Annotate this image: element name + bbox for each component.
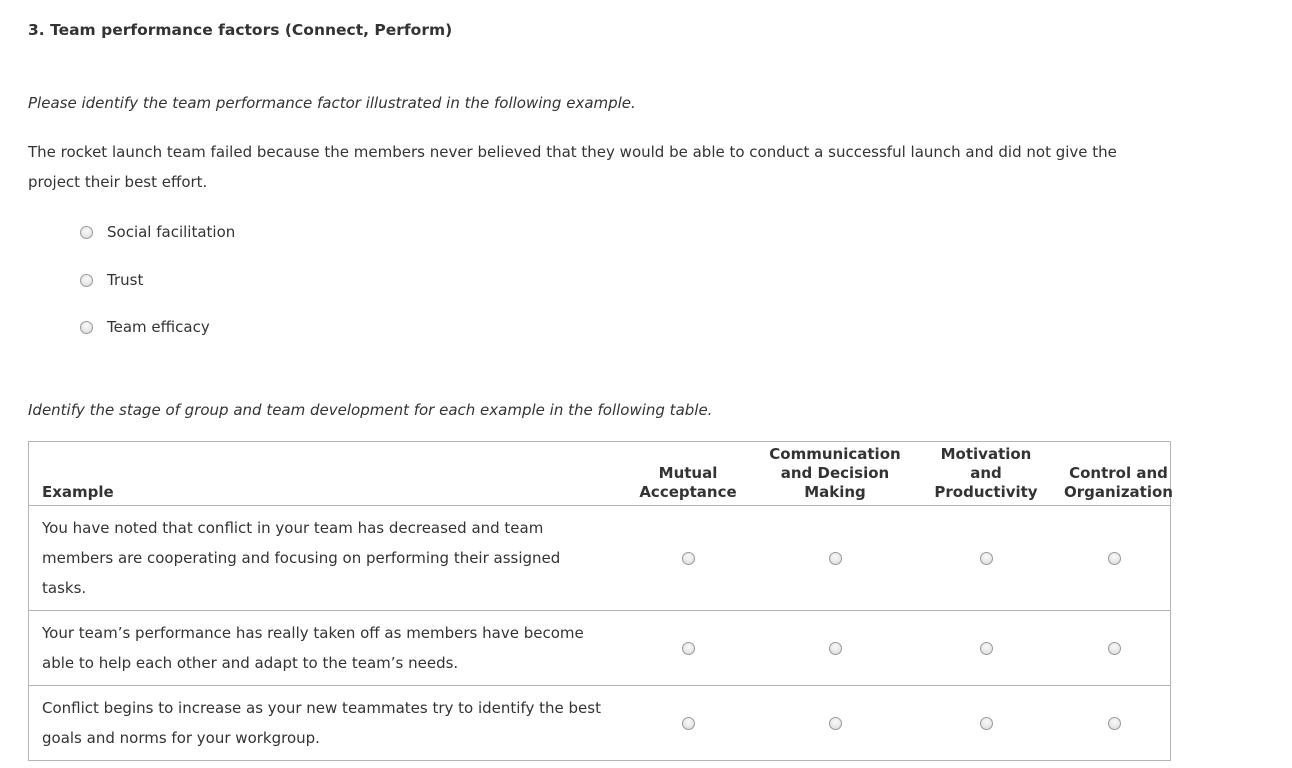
choice-team-efficacy[interactable] (80, 315, 235, 339)
radio-button[interactable] (80, 274, 93, 287)
choice-social-facilitation[interactable] (80, 220, 235, 244)
column-header-motivation (913, 442, 1060, 506)
radio-button[interactable] (980, 642, 993, 655)
option-cell (1060, 686, 1171, 761)
row-example-text: You have noted that conflict in your team has decreased and team members are cooperating and focusing on performing their assigned tasks. (29, 506, 619, 611)
column-header-communication (758, 442, 913, 506)
option-cell (913, 611, 1060, 686)
radio-button[interactable] (1108, 642, 1121, 655)
radio-button[interactable] (682, 717, 695, 730)
choice-label: Trust (107, 271, 144, 289)
choice-label: Team efficacy (107, 318, 210, 336)
radio-button[interactable] (829, 552, 842, 565)
example-prompt: The rocket launch team failed because the members never believed that they would be able to conduct a successful launch and did not give the project their best effort. (28, 143, 1117, 191)
option-cell (913, 506, 1060, 611)
column-header-mutual-acceptance (619, 442, 758, 506)
column-header-control (1060, 442, 1171, 506)
answer-choices (80, 220, 235, 363)
part1-instruction: Please identify the team performance factor illustrated in the following example. (28, 94, 636, 112)
option-cell (619, 611, 758, 686)
row-example-text: Your team’s performance has really taken off as members have become able to help each other and adapt to the team’s needs. (29, 611, 619, 686)
table-row (29, 506, 1171, 611)
option-cell (758, 611, 913, 686)
radio-button[interactable] (1108, 552, 1121, 565)
radio-button[interactable] (80, 226, 93, 239)
radio-button[interactable] (80, 321, 93, 334)
radio-button[interactable] (829, 717, 842, 730)
radio-button[interactable] (682, 642, 695, 655)
table-row (29, 686, 1171, 761)
radio-button[interactable] (1108, 717, 1121, 730)
radio-button[interactable] (980, 552, 993, 565)
row-example-text: Conflict begins to increase as your new teammates try to identify the best goals and norms for your workgroup. (29, 686, 619, 761)
option-cell (758, 686, 913, 761)
option-cell (1060, 611, 1171, 686)
question-title: 3. Team performance factors (Connect, Perform) (28, 21, 453, 39)
stage-matrix-table (28, 441, 1171, 761)
column-header-label: Mutual Acceptance (639, 464, 737, 501)
column-header-example: Example (29, 442, 619, 506)
option-cell (913, 686, 1060, 761)
choice-trust[interactable] (80, 268, 235, 292)
column-header-label: Motivation and Productivity (934, 445, 1038, 501)
column-header-label: Communication and Decision Making (769, 445, 901, 501)
table-header-row (29, 442, 1171, 506)
choice-label: Social facilitation (107, 223, 236, 241)
option-cell (1060, 506, 1171, 611)
table-row (29, 611, 1171, 686)
option-cell (758, 506, 913, 611)
column-header-label: Control and Organization (1064, 464, 1173, 501)
part2-instruction: Identify the stage of group and team development for each example in the following table. (28, 401, 713, 419)
option-cell (619, 686, 758, 761)
option-cell (619, 506, 758, 611)
radio-button[interactable] (829, 642, 842, 655)
radio-button[interactable] (682, 552, 695, 565)
radio-button[interactable] (980, 717, 993, 730)
